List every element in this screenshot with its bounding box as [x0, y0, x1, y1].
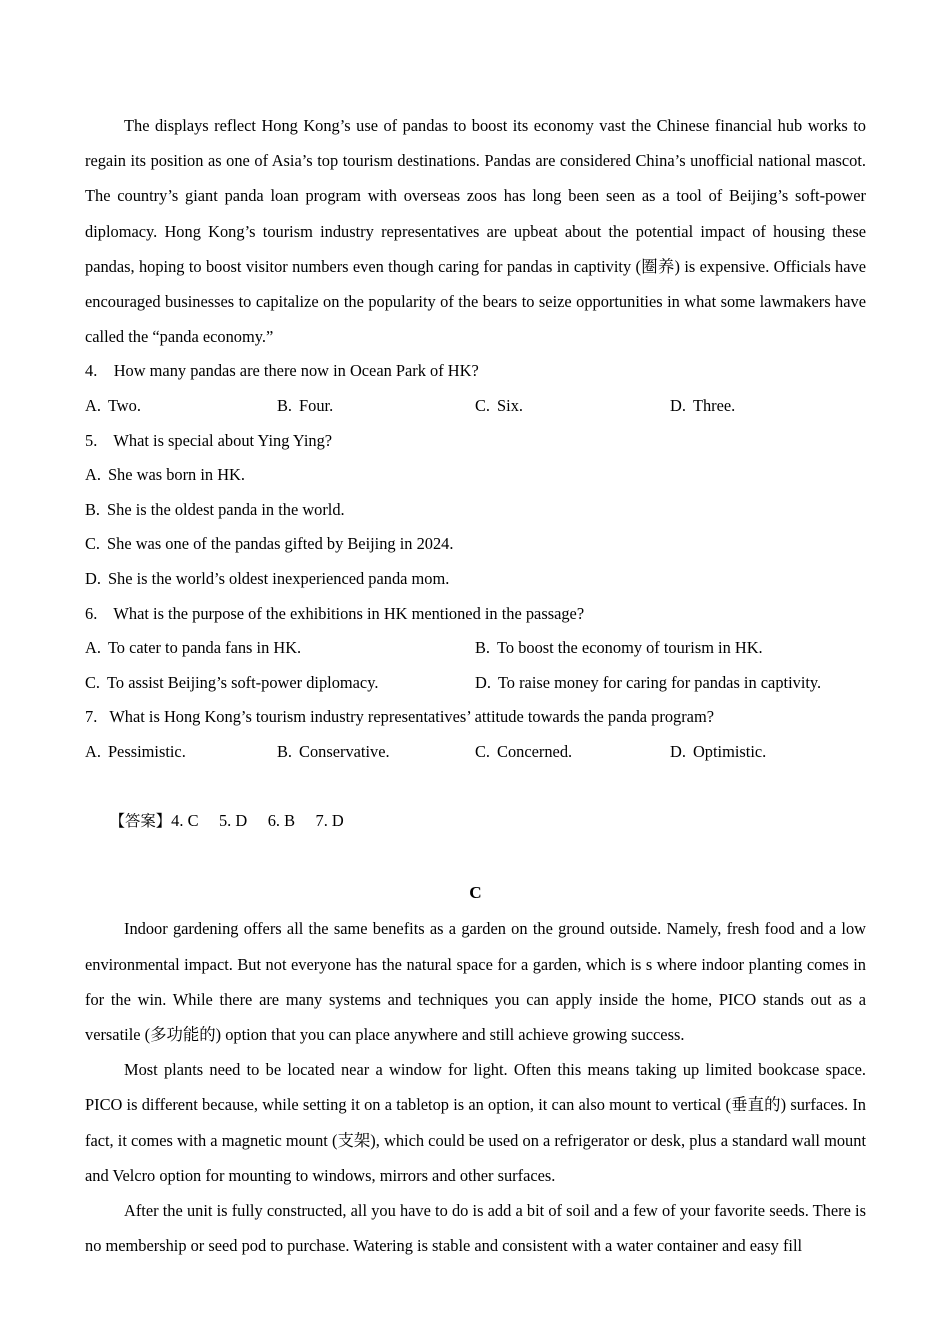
option-letter: D.	[670, 396, 686, 416]
question-7-option-c[interactable]	[475, 735, 572, 770]
option-text: Concerned.	[497, 741, 573, 761]
option-text: She is the oldest panda in the world.	[107, 499, 345, 519]
option-text: She is the world’s oldest inexperienced panda mom.	[107, 568, 450, 588]
option-letter: B.	[277, 741, 293, 761]
option-letter: D.	[85, 568, 101, 588]
answer-key-label: 【答案】	[109, 812, 172, 831]
option-letter: C.	[475, 396, 491, 416]
question-4-options	[85, 389, 866, 424]
question-4-stem	[85, 354, 866, 389]
answer-key-line	[85, 770, 866, 874]
option-text: She was born in HK.	[107, 465, 245, 485]
question-4-option-c[interactable]	[475, 389, 523, 424]
option-letter: B.	[475, 638, 491, 658]
option-letter: D.	[475, 672, 491, 692]
option-letter: A.	[85, 638, 101, 658]
option-letter: C.	[85, 672, 101, 692]
question-4-option-b[interactable]	[277, 389, 333, 424]
option-text: To boost the economy of tourism in HK.	[497, 638, 763, 658]
question-7-options	[85, 735, 866, 770]
question-6-stem	[85, 597, 866, 632]
passage-b-paragraph-1: The displays reflect Hong Kong’s use of pandas to boost its economy vast the Chinese financial hub works to regain its position as one of Asia’s top tourism destinations. Pandas are considered China’s unofficial national mascot. The country’s giant panda loan program with overseas zoos has long been seen as a tool of Beijing’s soft-power diplomacy. Hong Kong’s tourism industry representatives are upbeat about the potential impact of housing these pandas, hoping to boost visitor numbers even though caring for pandas in captivity (圈养) is expensive. Officials have encouraged businesses to capitalize on the popularity of the bears to seize opportunities in what some lawmakers have called the “panda economy.”	[85, 116, 866, 347]
section-c-heading: C	[469, 883, 482, 903]
option-text: Optimistic.	[692, 741, 767, 761]
question-4-option-a[interactable]	[85, 389, 141, 424]
option-letter: C.	[475, 741, 491, 761]
option-text: Six.	[497, 396, 523, 416]
question-5-stem	[85, 424, 866, 459]
option-text: To cater to panda fans in HK.	[107, 638, 302, 658]
option-letter: B.	[277, 396, 293, 416]
passage-c-paragraph-3: After the unit is fully constructed, all you have to do is add a bit of soil and a few of your favorite seeds. There is no membership or seed pod to purchase. Watering is stable and consistent with a water container and easy fill	[85, 1200, 866, 1256]
question-6-options-row-2	[85, 666, 866, 701]
question-6-option-c[interactable]	[85, 666, 378, 701]
passage-c-paragraph-2: Most plants need to be located near a window for light. Often this means taking up limited bookcase space. PICO is different because, while setting it on a tabletop is an option, it can also mount to vertical (垂直的) surfaces. In fact, it comes with a magnetic mount (支架), which could be used on a refrigerator or desk, plus a standard wall mount and Velcro option for mounting to windows, mirrors and other surfaces.	[85, 1060, 866, 1185]
question-5-option-d[interactable]	[85, 562, 866, 597]
question-6-text: What is the purpose of the exhibitions in HK mentioned in the passage?	[113, 603, 585, 623]
question-5-option-b[interactable]	[85, 493, 866, 528]
option-text: Three.	[692, 396, 736, 416]
question-5-number: 5.	[85, 430, 98, 450]
option-text: To raise money for caring for pandas in captivity.	[497, 672, 822, 692]
question-6-options-row-1	[85, 631, 866, 666]
question-6-option-d[interactable]	[475, 666, 821, 701]
question-7-stem	[85, 700, 866, 735]
question-7-option-b[interactable]	[277, 735, 390, 770]
passage-c-paragraph-1: Indoor gardening offers all the same benefits as a garden on the ground outside. Namely, fresh food and a low environmental impact. But not everyone has the natural space for a garden, which is s where indoor planting comes in for the win. While there are many systems and techniques you can apply inside the home, PICO stands out as a versatile (多功能的) option that you can place anywhere and still achieve growing success.	[85, 919, 866, 1044]
option-text: Four.	[299, 396, 334, 416]
question-7-number: 7.	[85, 707, 98, 727]
option-letter: B.	[85, 499, 101, 519]
question-4-number: 4.	[85, 361, 98, 381]
question-5-text: What is special about Ying Ying?	[113, 430, 333, 450]
question-6-option-b[interactable]	[475, 631, 763, 666]
option-letter: C.	[85, 534, 101, 554]
page-body-column	[85, 108, 866, 1263]
question-7-option-d[interactable]	[670, 735, 766, 770]
question-4-option-d[interactable]	[670, 389, 735, 424]
question-7-text: What is Hong Kong’s tourism industry representatives’ attitude towards the panda program?	[109, 707, 714, 727]
question-5-option-c[interactable]	[85, 527, 866, 562]
question-6-option-a[interactable]	[85, 631, 301, 666]
option-text: She was one of the pandas gifted by Beijing in 2024.	[107, 534, 454, 554]
answer-key-entries: 4. C 5. D 6. B 7. D	[171, 811, 344, 831]
option-letter: A.	[85, 396, 101, 416]
option-text: To assist Beijing’s soft-power diplomacy.	[107, 672, 379, 692]
option-text: Pessimistic.	[107, 741, 186, 761]
question-5-option-a[interactable]	[85, 458, 866, 493]
option-letter: D.	[670, 741, 686, 761]
option-letter: A.	[85, 741, 101, 761]
question-7-option-a[interactable]	[85, 735, 186, 770]
option-text: Conservative.	[299, 741, 390, 761]
question-4-text: How many pandas are there now in Ocean Park of HK?	[113, 361, 479, 381]
question-6-number: 6.	[85, 603, 98, 623]
option-text: Two.	[107, 396, 141, 416]
option-letter: A.	[85, 465, 101, 485]
